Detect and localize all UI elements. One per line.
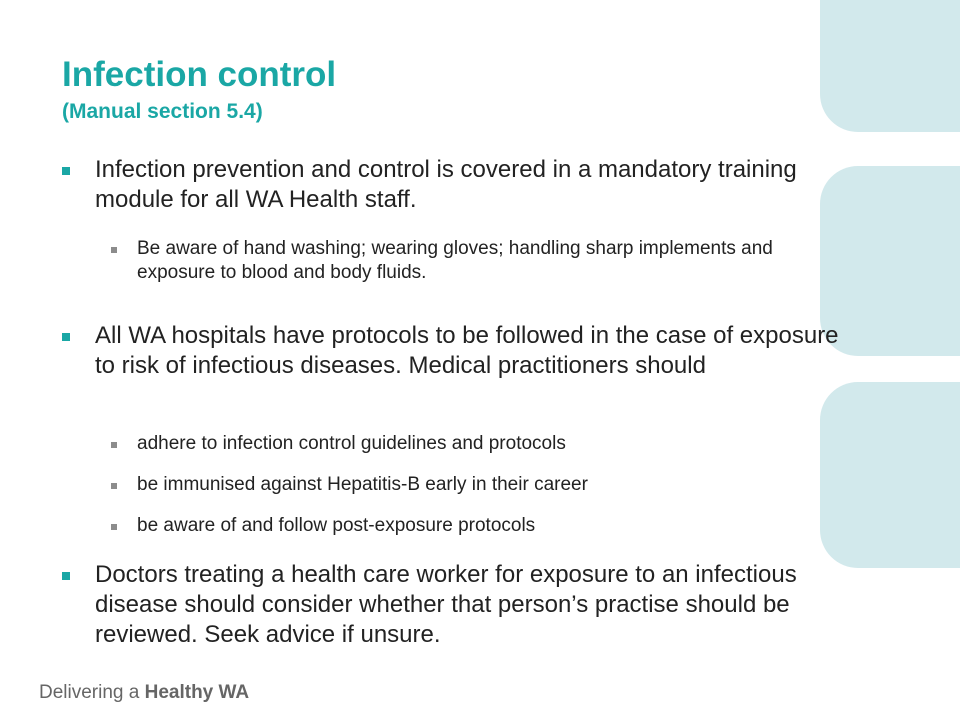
- footer-prefix: Delivering a: [39, 682, 145, 703]
- footer-brand-name: Healthy WA: [144, 682, 250, 703]
- bullet-marker: [62, 167, 70, 175]
- sub-bullet-marker: [111, 524, 117, 530]
- bullet-text: Doctors treating a health care worker for exposure to an infectious disease should consider whether that person’s practise should be reviewed. Seek advice if unsure.: [95, 561, 797, 648]
- sub-bullet-text: adhere to infection control guidelines and protocols: [137, 433, 566, 454]
- bullet-marker: [62, 572, 70, 580]
- slide-title: Infection control: [62, 55, 337, 94]
- sub-bullet-marker: [111, 247, 117, 253]
- bullet-text: Infection prevention and control is covered in a mandatory training module for all WA Health staff.: [95, 156, 797, 213]
- sub-bullet-text: Be aware of hand washing; wearing gloves; handling sharp implements and exposure to blood and body fluids.: [137, 238, 773, 283]
- sub-bullet-text: be aware of and follow post-exposure protocols: [137, 515, 536, 536]
- bullet-text: All WA hospitals have protocols to be followed in the case of exposure to risk of infectious diseases. Medical practitioners should: [95, 322, 839, 379]
- sub-bullet-marker: [111, 483, 117, 489]
- sub-bullet-marker: [111, 442, 117, 448]
- slide-subtitle: (Manual section 5.4): [62, 100, 263, 123]
- footer-brand: [39, 682, 249, 704]
- sub-bullet-text: be immunised against Hepatitis-B early in their career: [137, 474, 588, 495]
- bullet-marker: [62, 333, 70, 341]
